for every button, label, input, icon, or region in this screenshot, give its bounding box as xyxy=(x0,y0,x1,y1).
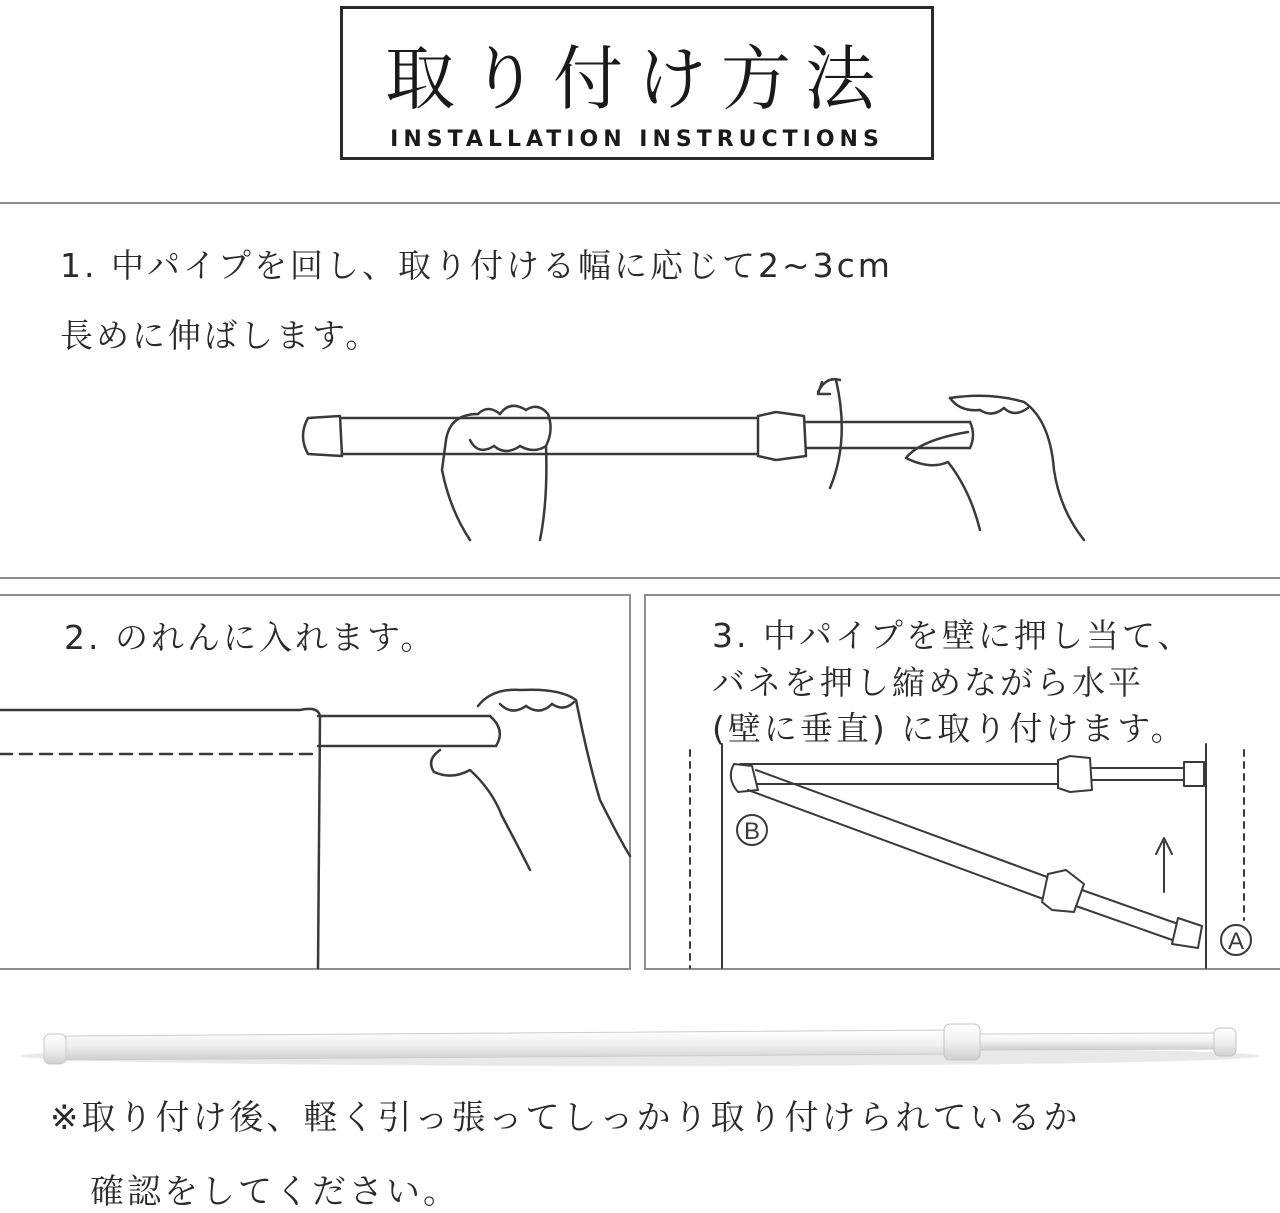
step-1-text-line-1: 1. 中パイプを回し、取り付ける幅に応じて2~3cm xyxy=(60,246,893,285)
page-subtitle: INSTALLATION INSTRUCTIONS xyxy=(390,127,884,152)
step-3-text-line-2: バネを押し縮めながら水平 xyxy=(712,663,1144,702)
step-2-text: 2. のれんに入れます。 xyxy=(64,618,437,657)
step-3-text-line-1: 3. 中パイプを壁に押し当て、 xyxy=(712,616,1194,655)
note-line-2: 確認をしてください。 xyxy=(90,1172,460,1212)
step-3-text-line-3: (壁に垂直) に取り付けます。 xyxy=(712,709,1187,748)
point-b-label: B xyxy=(743,818,761,845)
step-1-text-line-2: 長めに伸ばします。 xyxy=(60,316,382,355)
point-a-label: A xyxy=(1227,928,1245,955)
note-line-1: ※取り付け後、軽く引っ張ってしっかり取り付けられているか xyxy=(50,1098,1081,1138)
page-title: 取り付け方法 xyxy=(385,38,889,120)
